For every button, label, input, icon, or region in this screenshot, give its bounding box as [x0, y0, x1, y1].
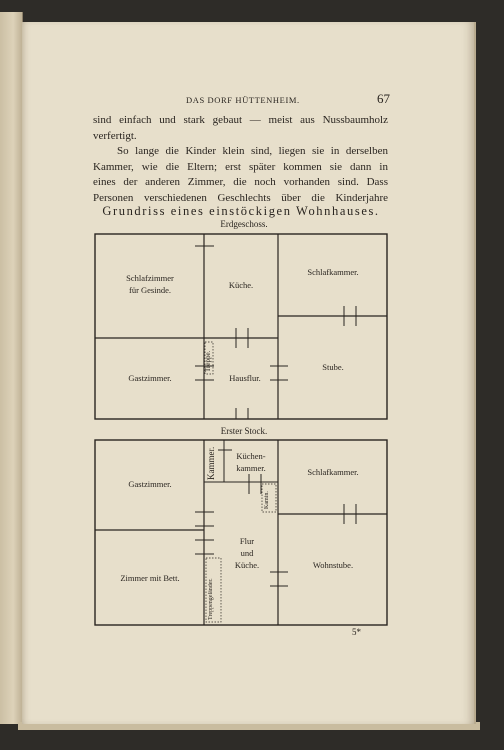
room-bedroom: Schlafkammer. [307, 467, 359, 477]
room-stair-railing: Treppengeländer. [208, 578, 214, 620]
text-line: Kammer, wie die Eltern; erst später kommen sie dann in [93, 160, 388, 173]
text-line: verfertigt. [93, 129, 137, 142]
room-bedroom: Schlafkammer. [307, 267, 359, 277]
text-line: Personen verschiedenen Geschlechts über die Kinderjahre [93, 191, 388, 204]
room-bedroom-with-bed: Zimmer mit Bett. [120, 573, 180, 583]
room-guest-room: Gastzimmer. [128, 479, 172, 489]
upper-floor-label: Erster Stock. [220, 426, 268, 436]
ground-floor-label: Erdgeschoss. [220, 219, 268, 229]
room-servants-bedroom: Schlafzimmer für Gesinde. [126, 273, 174, 295]
room-hall-kitchen: Flur und Küche. [234, 536, 260, 570]
room-stairs: Treppe. [204, 350, 212, 372]
room-living-room: Wohnstube. [312, 560, 354, 570]
room-kitchen-chamber: Küchen- kammer. [236, 451, 266, 473]
room-kitchen: Küche. [228, 280, 254, 290]
room-living-room: Stube. [322, 362, 344, 372]
room-hall: Hausflur. [229, 373, 261, 383]
room-fireplace: Kamin. [264, 491, 270, 509]
signature-mark: 5* [352, 627, 361, 637]
text-line: sind einfach und stark gebaut — meist aus Nussbaumholz [93, 114, 388, 126]
page-number: 67 [377, 91, 390, 106]
ground-floor-outline [95, 234, 387, 419]
room-guest-room: Gastzimmer. [128, 373, 172, 383]
text-line: eines der anderen Zimmer, die noch vorhanden sind. Dass [93, 176, 388, 188]
text-line: So lange die Kinder klein sind, liegen sie in derselben [117, 145, 388, 157]
figure-title: Grundriss eines einstöckigen Wohnhauses. [102, 204, 380, 218]
running-head: DAS DORF HÜTTENHEIM. [186, 95, 300, 105]
room-chamber: Kammer. [206, 446, 216, 480]
